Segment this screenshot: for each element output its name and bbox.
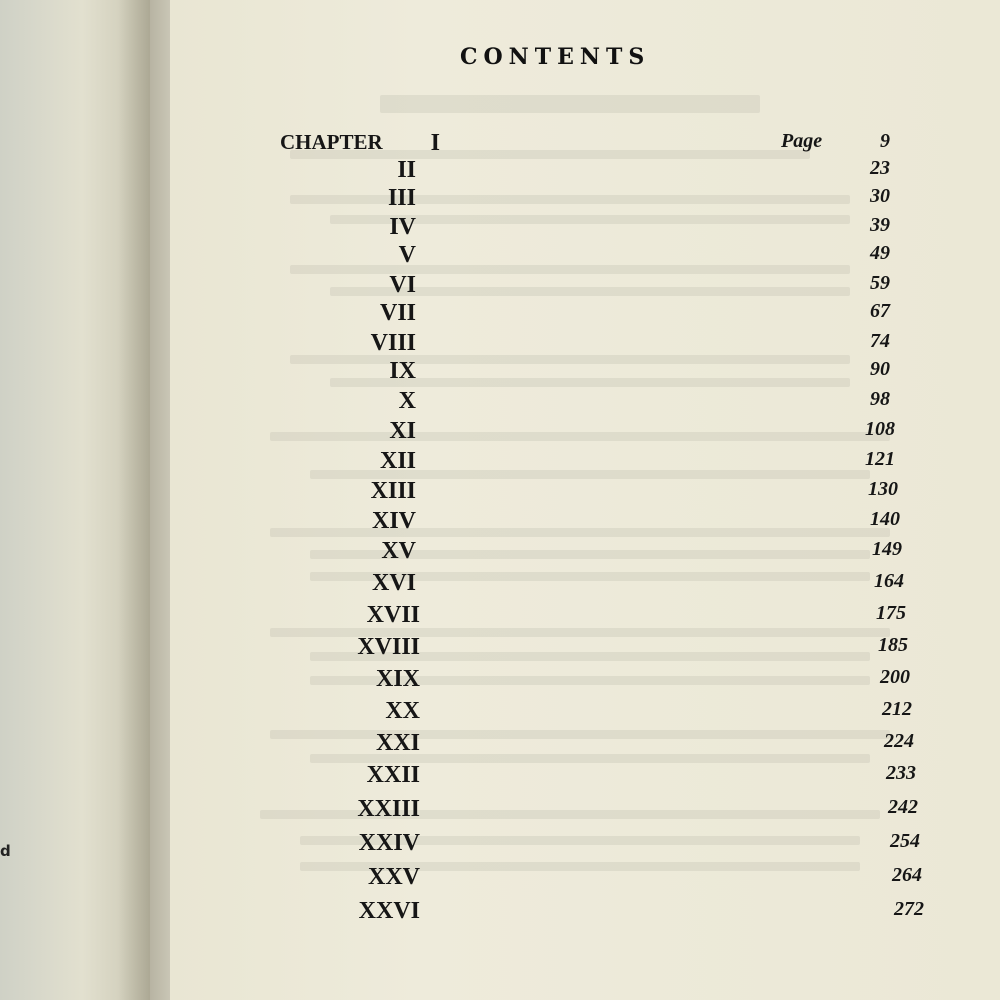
- chapter-number: XXVI: [358, 898, 420, 924]
- chapter-number: XVII: [366, 602, 420, 628]
- toc-entry: [170, 864, 1000, 894]
- toc-entry: [170, 796, 1000, 826]
- chapter-number: III: [387, 185, 416, 211]
- page-number: 108: [865, 418, 895, 440]
- page-number: 233: [886, 762, 916, 784]
- page-number: 164: [874, 570, 904, 592]
- page-number: 39: [870, 214, 890, 236]
- toc-entry: [170, 448, 1000, 478]
- toc-entry: [170, 898, 1000, 928]
- toc-entry: [170, 185, 1000, 215]
- chapter-number: V: [398, 242, 416, 268]
- contents-page: [170, 0, 1000, 1000]
- toc-entry: [170, 730, 1000, 760]
- toc-entry: [170, 130, 1000, 160]
- toc-entry: [170, 634, 1000, 664]
- page-number: 74: [870, 330, 890, 352]
- chapter-label: CHAPTER: [280, 130, 383, 154]
- toc-entry: [170, 214, 1000, 244]
- chapter-number: XI: [389, 418, 416, 444]
- page-number: 23: [870, 157, 890, 179]
- page-number: 264: [892, 864, 922, 886]
- page-number: 130: [868, 478, 898, 500]
- chapter-number: XVI: [371, 570, 416, 596]
- chapter-number: XII: [379, 448, 416, 474]
- toc-entry: [170, 388, 1000, 418]
- page-number: 98: [870, 388, 890, 410]
- chapter-number: XIV: [371, 508, 416, 534]
- toc-entry: [170, 698, 1000, 728]
- toc-entry: [170, 570, 1000, 600]
- chapter-number: VII: [379, 300, 416, 326]
- chapter-number: XXIII: [357, 796, 420, 822]
- chapter-number: X: [398, 388, 416, 414]
- page-number: 272: [894, 898, 924, 920]
- page-label: Page: [781, 130, 823, 152]
- chapter-number: VIII: [370, 330, 416, 356]
- toc-entry: [170, 538, 1000, 568]
- page-number: 224: [884, 730, 914, 752]
- chapter-number: I: [430, 130, 440, 156]
- chapter-number: XX: [385, 698, 420, 724]
- toc-entry: [170, 666, 1000, 696]
- toc-entry: [170, 508, 1000, 538]
- toc-entry: [170, 478, 1000, 508]
- toc-entry: [170, 762, 1000, 792]
- page-number: 185: [878, 634, 908, 656]
- page-number: 90: [870, 358, 890, 380]
- chapter-number: XXV: [368, 864, 420, 890]
- page-number: 67: [870, 300, 890, 322]
- chapter-number: VI: [389, 272, 416, 298]
- chapter-number: IV: [389, 214, 416, 240]
- chapter-number: XXIV: [358, 830, 420, 856]
- chapter-number: II: [397, 157, 416, 183]
- page-number: 121: [865, 448, 895, 470]
- toc-entry: [170, 358, 1000, 388]
- left-page-edge-text: d: [0, 842, 11, 860]
- page-number: 140: [870, 508, 900, 530]
- page-number: 49: [870, 242, 890, 264]
- page-number: 30: [870, 185, 890, 207]
- toc-entry: [170, 157, 1000, 187]
- toc-entry: [170, 418, 1000, 448]
- toc-entry: [170, 330, 1000, 360]
- chapter-number: XV: [381, 538, 416, 564]
- chapter-number: XXI: [375, 730, 420, 756]
- page-number: 200: [880, 666, 910, 688]
- toc-entry: [170, 272, 1000, 302]
- chapter-number: XVIII: [357, 634, 420, 660]
- page-number: 149: [872, 538, 902, 560]
- toc-entry: [170, 242, 1000, 272]
- page-number: 242: [888, 796, 918, 818]
- toc-entry: [170, 602, 1000, 632]
- toc-entry: [170, 300, 1000, 330]
- page-number: 175: [876, 602, 906, 624]
- page-number: 212: [882, 698, 912, 720]
- page-number: 254: [890, 830, 920, 852]
- toc-entry: [170, 830, 1000, 860]
- chapter-number: IX: [389, 358, 416, 384]
- page-number: 9: [880, 130, 890, 152]
- chapter-number: XXII: [366, 762, 420, 788]
- contents-title: CONTENTS: [460, 44, 651, 70]
- chapter-number: XIX: [375, 666, 420, 692]
- chapter-number: XIII: [370, 478, 416, 504]
- page-number: 59: [870, 272, 890, 294]
